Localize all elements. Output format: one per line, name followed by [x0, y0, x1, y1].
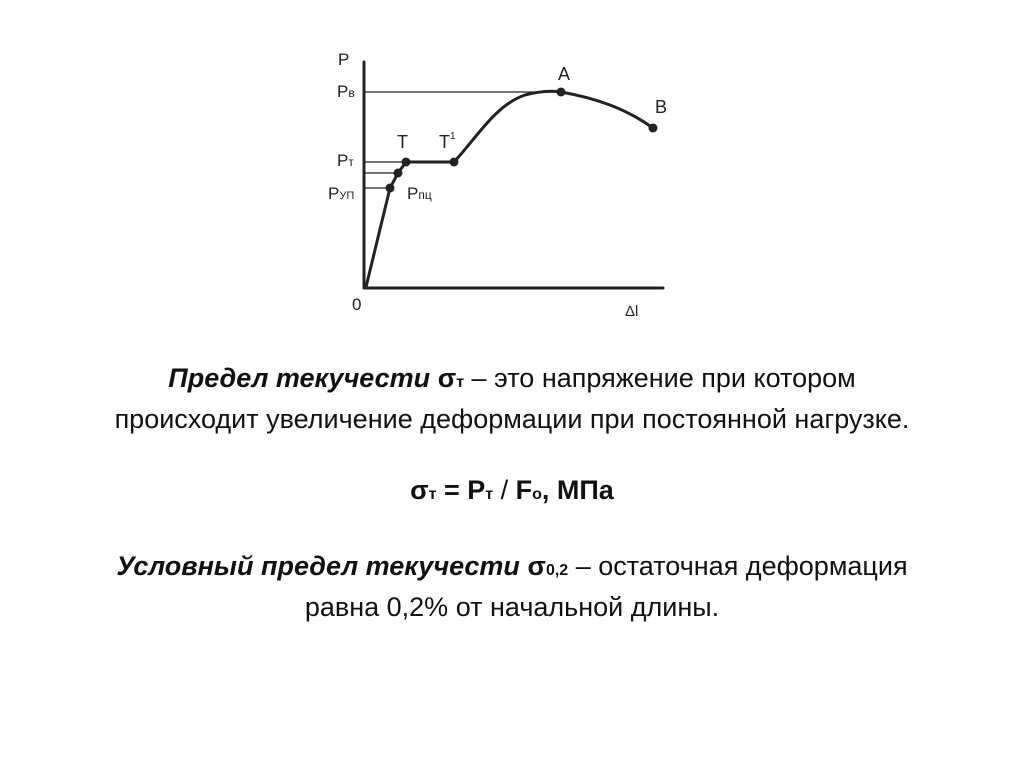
label-p-t: Pт	[337, 151, 354, 170]
point-b	[649, 124, 658, 133]
definition1-sigma: σт	[437, 363, 465, 393]
definition2-sigma: σ0,2	[527, 551, 569, 581]
point-t1	[450, 158, 459, 167]
definition2-text-line2: равна 0,2% от начальной длины.	[304, 592, 720, 622]
definition1-text-line1: – это напряжение при котором	[464, 363, 856, 393]
label-point-b: B	[655, 97, 668, 117]
point-pc	[386, 184, 395, 193]
proof-strength-definition	[0, 548, 1024, 625]
label-point-t: T	[397, 132, 408, 152]
definition1-text-line2: происходит увеличение деформации при постоянной нагрузке.	[114, 404, 910, 434]
label-p-v: Pв	[337, 82, 355, 101]
definition2-term: Условный предел текучести	[116, 551, 520, 581]
label-point-t1: $T^1$	[439, 131, 456, 152]
point-t	[402, 158, 411, 167]
label-p-pc: Pпц	[407, 184, 432, 203]
point-a	[557, 88, 566, 97]
load-extension-diagram	[0, 0, 1024, 340]
origin-label: 0	[352, 295, 362, 314]
label-p-up: PУП	[328, 184, 355, 203]
definition1-term: Предел текучести	[168, 363, 431, 393]
yield-strength-definition	[0, 360, 1024, 437]
y-axis-label: P	[338, 50, 350, 69]
definition1-line1	[0, 360, 1024, 401]
definition2-text-line1: – остаточная деформация	[568, 551, 908, 581]
x-axis-label: Δl	[625, 303, 639, 320]
label-point-a: A	[558, 64, 571, 84]
definition2-line1	[0, 548, 1024, 589]
point-up	[394, 169, 403, 178]
yield-strength-formula: σт = Pт / Fo, МПа	[410, 475, 614, 505]
